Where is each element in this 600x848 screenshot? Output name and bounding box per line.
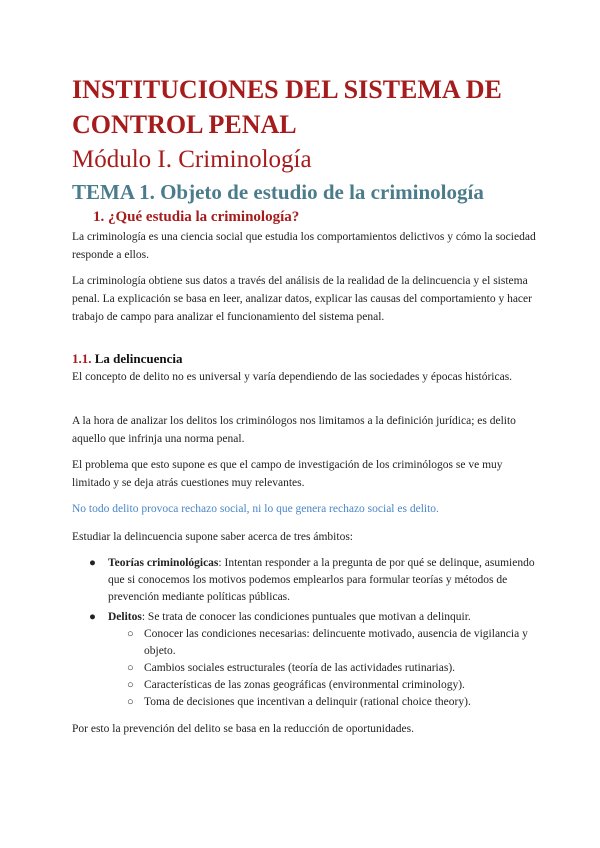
sub-list-item — [72, 694, 542, 711]
subsection-title — [72, 350, 183, 368]
list-item-text: : Intentan responder a la pregunta de por qué se delinque, asumiendo que si conocemos los motivos podemos emplearlos para formular teorías y métodos de prevención mediante políticas públicas. — [108, 557, 535, 603]
tema-title: TEMA 1. Objeto de estudio de la criminología — [72, 180, 484, 204]
sub-list-item-text: Conocer las condiciones necesarias: delincuente motivado, ausencia de vigilancia y objeto. — [144, 628, 528, 657]
circle-bullet-icon: ○ — [127, 696, 134, 708]
circle-bullet-icon: ○ — [127, 662, 134, 674]
bullet-icon: ● — [89, 611, 96, 623]
delincuencia-paragraph-1: El concepto de delito no es universal y varía dependiendo de las sociedades y épocas históricas. — [72, 371, 513, 383]
list-item — [72, 609, 542, 626]
section-title: 1. ¿Qué estudia la criminología? — [93, 209, 300, 225]
sub-list-item-text: Cambios sociales estructurales (teoría de las actividades rutinarias). — [144, 662, 456, 674]
sub-list-item — [72, 660, 542, 677]
sub-list-item-text: Toma de decisiones que incentivan a delinquir (rational choice theory). — [144, 696, 471, 708]
module-title: Módulo I. Criminología — [72, 146, 312, 173]
sub-list-item — [72, 626, 542, 660]
document-title: INSTITUCIONES DEL SISTEMA DE CONTROL PENAL — [72, 75, 502, 139]
sub-list-item — [72, 677, 542, 694]
list-item-text: : Se trata de conocer las condiciones puntuales que motivan a delinquir. — [141, 611, 471, 623]
list-item-term: Delitos — [108, 611, 142, 623]
intro-paragraph-2: La criminología obtiene sus datos a través del análisis de la realidad de la delincuencia y el sistema penal. La explicación se basa en leer, analizar datos, explicar las causas del comportamiento y hacer trabajo de campo para analizar el funcionamiento del sistema penal. — [72, 275, 532, 323]
intro-paragraph-1: La criminología es una ciencia social que estudia los comportamientos delictivos y cómo la sociedad responde a ellos. — [72, 231, 536, 261]
highlight-note: No todo delito provoca rechazo social, ni lo que genera rechazo social es delito. — [72, 503, 439, 515]
delincuencia-paragraph-2: A la hora de analizar los delitos los criminólogos nos limitamos a la definición jurídica; es delito aquello que infrinja una norma penal. — [72, 415, 516, 445]
subsection-label: La delincuencia — [94, 351, 183, 366]
conclusion-paragraph: Por esto la prevención del delito se basa en la reducción de oportunidades. — [72, 723, 415, 735]
circle-bullet-icon: ○ — [127, 628, 134, 640]
list-item-term: Teorías criminológicas — [108, 557, 219, 569]
list-item — [72, 555, 542, 606]
ambitos-list — [72, 555, 542, 711]
delincuencia-paragraph-3: El problema que esto supone es que el campo de investigación de los criminólogos se ve muy limitado y se deja atrás cuestiones muy relevantes. — [72, 459, 503, 489]
sub-list-item-text: Características de las zonas geográficas (environmental criminology). — [144, 679, 465, 691]
circle-bullet-icon: ○ — [127, 679, 134, 691]
delincuencia-paragraph-4: Estudiar la delincuencia supone saber acerca de tres ámbitos: — [72, 531, 353, 543]
bullet-icon: ● — [89, 557, 96, 569]
subsection-number: 1.1. — [72, 351, 92, 366]
